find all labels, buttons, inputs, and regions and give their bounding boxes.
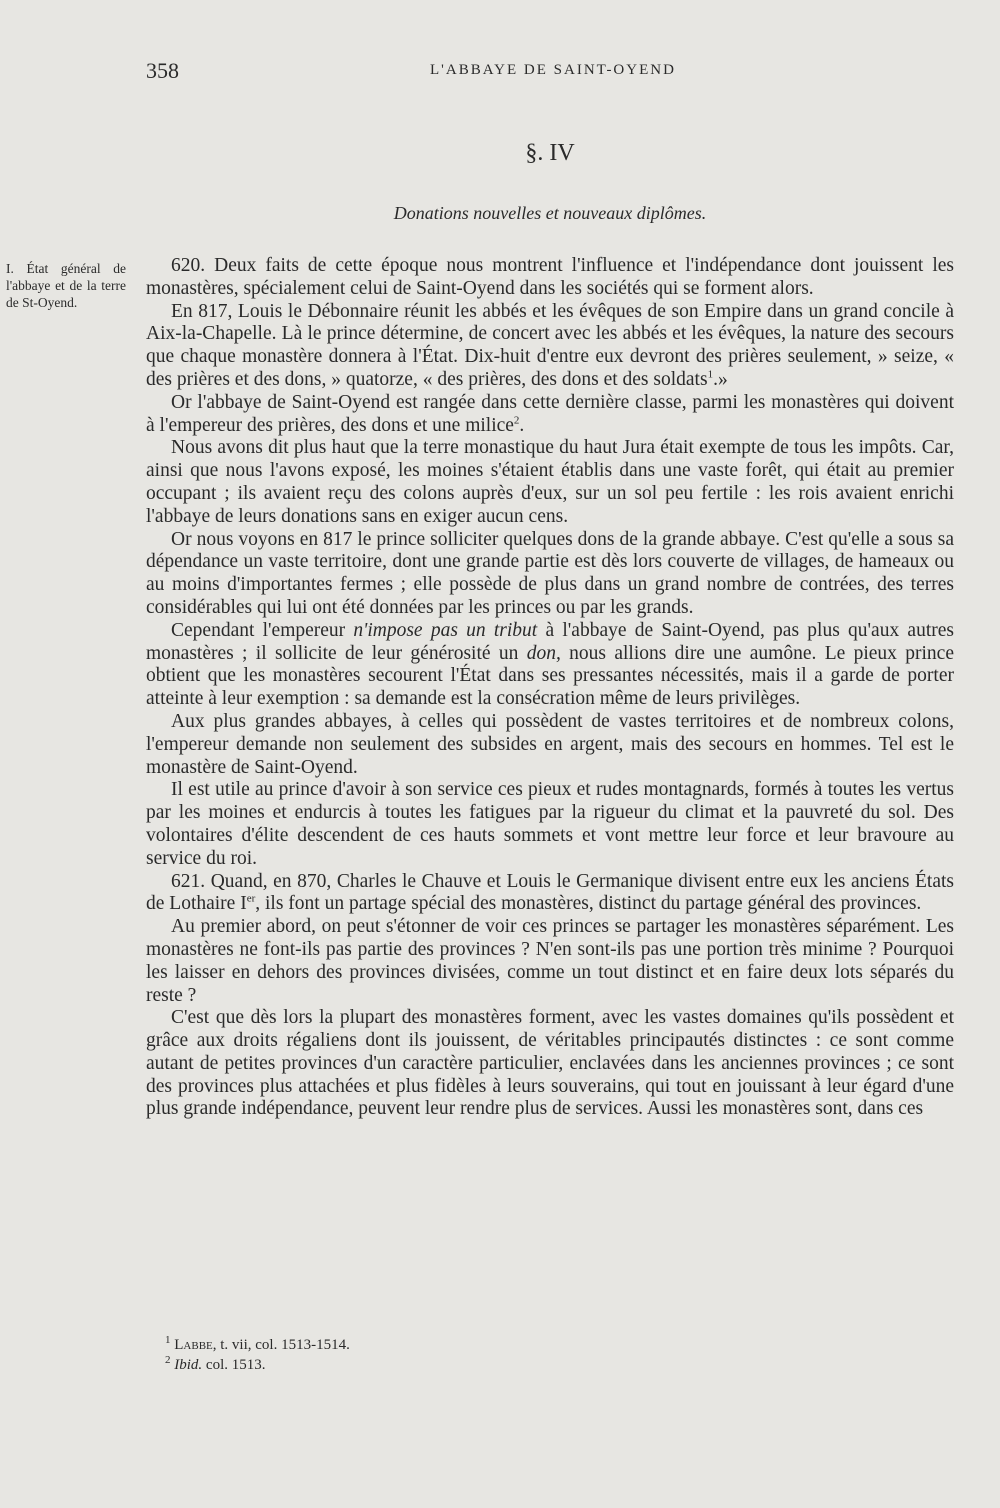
page-number: 358 xyxy=(146,58,179,83)
paragraph: Or l'abbaye de Saint-Oyend est rangée dans cette dernière classe, parmi les monastères qui doivent à l'empereur des prières, des dons et une milice$^2$. xyxy=(146,391,954,436)
footnotes xyxy=(165,1335,350,1375)
paragraph: Nous avons dit plus haut que la terre monastique du haut Jura était exempte de tous les impôts. Car, ainsi que nous l'avons exposé, les moines s'étaient établis dans une vaste forêt, qui était au premier occupant ; ils avaient reçu des colons auprès d'eux, sur un sol peu fertile : les rois avaient enrichi l'abbaye de leurs donations sans en exiger aucun cens. xyxy=(146,437,954,527)
running-title: L'ABBAYE DE SAINT-OYEND xyxy=(430,62,676,78)
paragraph: Aux plus grandes abbayes, à celles qui possèdent de vastes territoires et de nombreux colons, l'empereur demande non seulement des subsides en argent, mais des secours en hommes. Tel est le monastère de Saint-Oyend. xyxy=(146,710,954,778)
paragraph: 621. Quand, en 870, Charles le Chauve et Louis le Germanique divisent entre eux les anciens États de Lothaire Ier, ils font un partage spécial des monastères, distinct du partage général des provinces. xyxy=(146,870,954,915)
footnote-ref: 2 xyxy=(513,414,520,427)
footnote: $^1$ Labbe, t. vii, col. 1513-1514. xyxy=(165,1334,350,1353)
section-subtitle: Donations nouvelles et nouveaux diplômes. xyxy=(393,203,707,223)
paragraph: 620. Deux faits de cette époque nous montrent l'influence et l'indépendance dont jouissent les monastères, spécialement celui de Saint-Oyend dans les sociétés qui se forment alors. xyxy=(146,255,954,299)
footnote: $^2$ Ibid. col. 1513. xyxy=(165,1354,266,1373)
paragraph: En 817, Louis le Débonnaire réunit les abbés et les évêques de son Empire dans un grand concile à Aix-la-Chapelle. Là le prince détermine, de concert avec les abbés et les évêques, la nature des secours que chaque monastère donnera à l'État. Dix-huit d'entre eux devront des prières seulement, » seize, « des prières et des dons, » quatorze, « des prières, des dons et des soldats$^1$.» xyxy=(146,300,954,390)
paragraph: Au premier abord, on peut s'étonner de voir ces princes se partager les monastères séparément. Les monastères ne font-ils pas partie des provinces ? N'en sont-ils pas une portion très minime ? Pourquoi les laisser en dehors des provinces divisées, comme un tout distinct et en faire deux lots séparés du reste ? xyxy=(146,916,954,1006)
section-heading: §. IV xyxy=(525,140,575,166)
paragraph: Or nous voyons en 817 le prince solliciter quelques dons de la grande abbaye. C'est qu'elle a sous sa dépendance un vaste territoire, dont une grande partie est dès lors couverte de villages, de hameaux ou au moins d'importantes fermes ; elle possède de plus dans un grand nombre de contrées, des terres considérables qui lui ont été données par les princes ou par les grands. xyxy=(146,528,954,618)
margin-note: I. État général de l'abbaye et de la terre de St-Oyend. xyxy=(6,261,126,310)
paragraph: C'est que dès lors la plupart des monastères forment, avec les vastes domaines qu'ils possèdent et grâce aux droits régaliens dont ils jouissent, de véritables principautés distinctes : ce sont comme autant de petites provinces d'un caractère particulier, enclavées dans les anciennes provinces ; ce sont des provinces plus attachées et plus fidèles à leurs souverains, qui tout en jouissant à leur égard d'une plus grande indépendance, peuvent leur rendre plus de services. Aussi les monastères sont, dans ces xyxy=(146,1007,954,1120)
footnote-ref: 1 xyxy=(707,368,714,381)
paragraph: Cependant l'empereur n'impose pas un tribut à l'abbaye de Saint-Oyend, pas plus qu'aux autres monastères ; il sollicite de leur générosité un don, nous allions dire une aumône. Le pieux prince obtient que les monastères secourent l'État dans ses pressantes nécessités, mais il a garde de porter atteinte à leur exemption : sa demande est la consécration même de leurs privilèges. xyxy=(146,619,954,710)
body-text xyxy=(146,255,954,1121)
paragraph: Il est utile au prince d'avoir à son service ces pieux et rudes montagnards, formés à toutes les vertus par les moines et endurcis à toutes les fatigues par la rigueur du climat et la pauvreté du sol. Des volontaires d'élite descendent de ces hauts sommets et vont mettre leur force et leur bravoure au service du roi. xyxy=(146,779,954,869)
